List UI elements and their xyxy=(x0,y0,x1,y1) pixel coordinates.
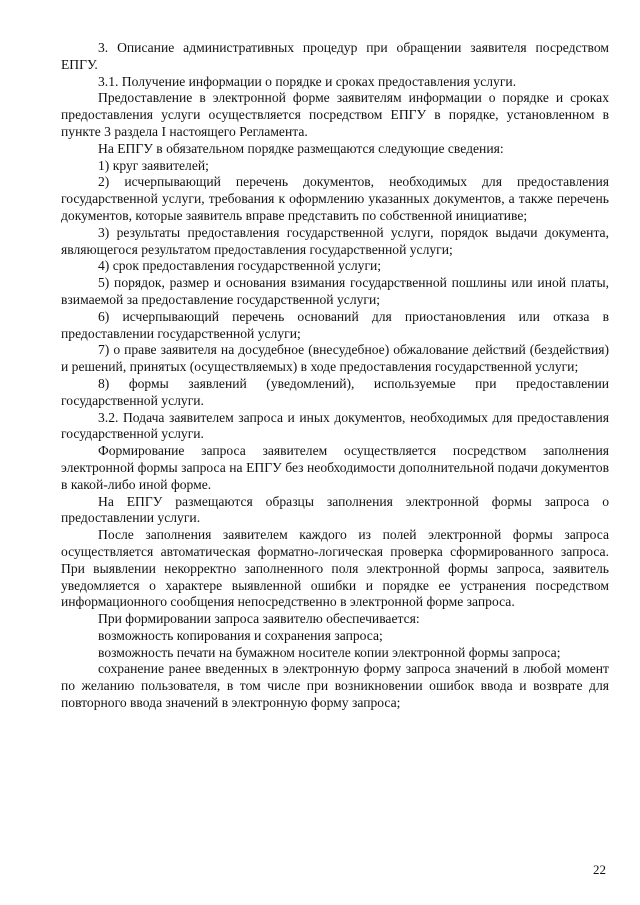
list-item: 5) порядок, размер и основания взимания государственной пошлины или иной платы, взимаемой за предоставление государственной услуги; xyxy=(61,275,609,307)
body-paragraph: На ЕПГУ в обязательном порядке размещаются следующие сведения: xyxy=(98,140,504,156)
body-paragraph: Предоставление в электронной форме заявителям информации о порядке и сроках предоставления услуги осуществляется посредством ЕПГУ в порядке, установленном в пункте 3 раздела I настоящего Регламента. xyxy=(61,90,609,139)
body-paragraph: Формирование запроса заявителем осуществляется посредством заполнения электронной формы запроса на ЕПГУ без необходимости дополнительной подачи документов в какой-либо иной форме. xyxy=(61,443,609,492)
body-paragraph: На ЕПГУ размещаются образцы заполнения электронной формы запроса о предоставлении услуги. xyxy=(61,493,609,526)
list-item: 2) исчерпывающий перечень документов, необходимых для предоставления государственной услуги, требования к оформлению указанных документов, а также перечень документов, которые заявитель вправе представить по собственной инициативе; xyxy=(61,174,609,223)
list-item: сохранение ранее введенных в электронную форму запроса значений в любой момент по желанию пользователя, в том числе при возникновении ошибок ввода и возврате для повторного ввода значений в электронную форму запроса; xyxy=(61,661,609,711)
body-paragraph: При формировании запроса заявителю обеспечивается: xyxy=(98,611,420,627)
page-number: 22 xyxy=(593,862,606,877)
list-item: 8) формы заявлений (уведомлений), используемые при предоставлении государственной услуги. xyxy=(61,375,609,408)
section-heading-3: 3. Описание административных процедур при обращении заявителя посредством ЕПГУ. xyxy=(61,40,609,72)
document-body xyxy=(61,40,609,712)
list-item: 7) о праве заявителя на досудебное (внесудебное) обжалование действий (бездействия) и решений, принятых (осуществляемых) в ходе предоставления государственной услуги; xyxy=(61,342,609,375)
list-item: 1) круг заявителей; xyxy=(98,157,209,173)
subsection-heading-3-2: 3.2. Подача заявителем запроса и иных документов, необходимых для предоставления государственной услуги. xyxy=(61,409,609,442)
list-item: 6) исчерпывающий перечень оснований для приостановления или отказа в предоставлении государственной услуги; xyxy=(61,308,609,341)
list-item: возможность печати на бумажном носителе копии электронной формы запроса; xyxy=(98,644,561,660)
list-item: 4) срок предоставления государственной услуги; xyxy=(98,258,382,274)
list-item: возможность копирования и сохранения запроса; xyxy=(98,627,383,643)
list-item: 3) результаты предоставления государственной услуги, порядок выдачи документа, являющегося результатом предоставления государственной услуги; xyxy=(61,224,609,257)
subsection-heading-3-1: 3.1. Получение информации о порядке и сроках предоставления услуги. xyxy=(98,73,517,89)
body-paragraph: После заполнения заявителем каждого из полей электронной формы запроса осуществляется автоматическая форматно-логическая проверка сформированного запроса. При выявлении некорректно заполненного поля электронной формы запроса, заявитель уведомляется о характере выявленной ошибки и порядке ее устранения посредством информационного сообщения непосредственно в электронной форме запроса. xyxy=(61,527,609,610)
